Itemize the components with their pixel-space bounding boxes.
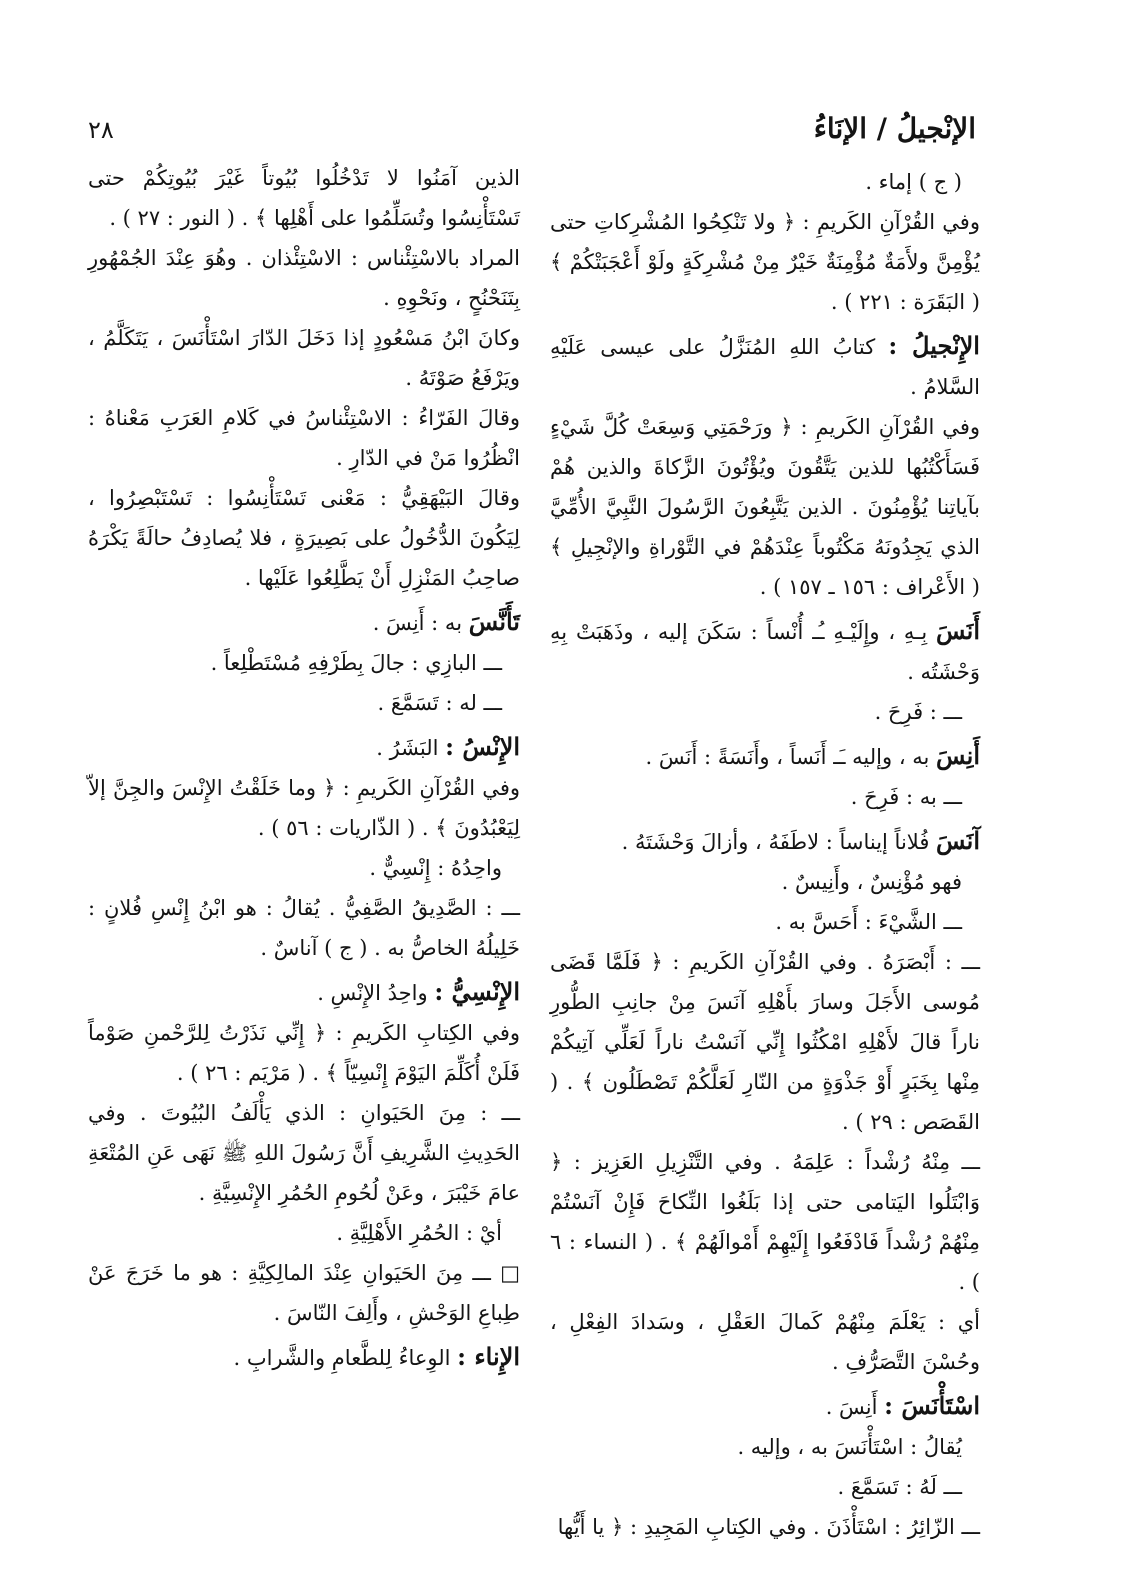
dictionary-entry: [550, 736, 980, 777]
definition-paragraph: ـــ : أَبْصَرَهُ . وفي القُرْآنِ الكَريمِ : ﴿ فَلَمَّا قَضَى مُوسى الأَجَلَ وسارَ بأَهْلِهِ آنَسَ مِنْ جانِبِ الطُّورِ ناراً قالَ لأَهْلِهِ امْكُثُوا إِنِّي آنَسْتُ ناراً لَعَلِّي آتِيكُمْ مِنْها بِخَبَرٍ أَوْ جَذْوَةٍ من النّارِ لَعَلَّكُمْ تَصْطَلُون ﴾ . ( القَصَص : ٢٩ ) .: [550, 950, 980, 1134]
entry-headword: الإِنْجيلُ :: [888, 331, 980, 360]
definition-paragraph: الذين آمَنُوا لا تَدْخُلُوا بُيُوتاً غَيْرَ بُيُوتِكُمْ حتى تَسْتَأْنِسُوا وتُسَلِّمُوا على أَهْلِها ﴾ . ( النور : ٢٧ ) .: [88, 166, 520, 230]
entry-definition: البَشَرُ .: [376, 736, 446, 760]
sub-definition: ـــ البازِي : جالَ بِطَرْفِهِ مُسْتَطْلِعاً .: [210, 651, 502, 675]
sub-definition: فهو مُؤْنِسٌ ، وأَنِيسٌ .: [781, 870, 962, 894]
sub-definition: ـــ لَهُ : تَسَمَّعَ .: [837, 1475, 962, 1499]
sub-definition: ـــ له : تَسَمَّعَ .: [377, 691, 502, 715]
entry-headword: اسْتَأْنَسَ :: [884, 1391, 980, 1420]
entry-headword: الإِناء :: [457, 1342, 520, 1371]
entry-headword: أَنَسَ: [936, 616, 980, 645]
sub-definition: ـــ : فَرِحَ .: [874, 700, 962, 724]
sub-definition: واحِدُهُ : إِنْسِيٌّ .: [369, 856, 502, 880]
entry-definition: بِـهِ ، وإِلَيْـهِ ـُـ أُنْساً : سَكَنَ إليه ، وذَهَبَتْ بِهِ وَحْشَتُه .: [550, 620, 980, 684]
definition-paragraph: وفي القُرْآنِ الكَريمِ : ﴿ ورَحْمَتِي وَسِعَتْ كُلَّ شَيْءٍ فَسَأَكْتُبُها للذين يَتَّقُونَ ويُؤْتُونَ الزَّكاةَ والذين هُمْ بآياتِنا يُؤْمِنُونَ . الذين يَتَّبِعُونَ الرَّسُولَ النَّبِيَّ الأُمِّيَّ الذي يَجِدُونَهُ مَكْتُوباً عِنْدَهُمْ في التَّوْراةِ والإنْجِيلِ ﴾ ( الأَعْراف : ١٥٦ ـ ١٥٧ ) .: [550, 415, 980, 599]
page-number: ٢٨: [88, 116, 114, 144]
dictionary-entry: [88, 1337, 520, 1378]
entry-definition: أَنِسَ .: [825, 1395, 885, 1419]
entry-headword: أَنِسَ: [936, 741, 980, 770]
definition-paragraph: أي : يَعْلَمَ مِنْهُمْ كَمالَ العَقْلِ ، وسَدادَ الفِعْلِ ، وحُسْنَ التَّصَرُّفِ .: [550, 1310, 980, 1374]
definition-paragraph: وقالَ البَيْهَقِيُّ : مَعْنى تَسْتَأْنِسُوا : تَسْتَبْصِرُوا ، لِيَكُونَ الدُّخُولُ على بَصِيرَةٍ ، فلا يُصادِفُ حالَةً يَكْرَهُ صاحِبُ المَنْزِلِ أَنْ يَطَّلِعُوا عَلَيْها .: [88, 486, 520, 590]
entry-definition: واحِدُ الإِنْسِ .: [317, 981, 435, 1005]
sub-definition: ـــ به : فَرِحَ .: [850, 785, 962, 809]
sub-definition: ( ج ) إماء .: [865, 170, 962, 194]
entry-headword: الإِنْسُ :: [445, 732, 520, 761]
entry-headword: الإِنْسِيُّ :: [434, 977, 520, 1006]
definition-paragraph: ـــ : مِنَ الحَيَوانِ : الذي يَأْلَفُ البُيُوتَ . وفي الحَدِيثِ الشَّرِيفِ أَنَّ رَسُولَ اللهِ ﷺ نَهَى عَنِ المُتْعَةِ عامَ خَيْبَرَ ، وعَنْ لُحُومِ الحُمُرِ الإِنْسِيَّةِ .: [88, 1101, 520, 1205]
definition-paragraph: وفي الكِتابِ الكَريمِ : ﴿ إِنِّي نَذَرْتُ لِلرَّحْمنِ صَوْماً فَلَنْ أُكَلِّمَ اليَوْمَ إِنْسِيّاً ﴾ . ( مَرْيَم : ٢٦ ) .: [88, 1021, 520, 1085]
running-head: الإنْجيلُ / الإنَاءُ: [813, 112, 976, 145]
sub-definition: ـــ الشَّيْءَ : أَحَسَّ به .: [775, 910, 962, 934]
entry-definition: به : أَنِسَ .: [372, 611, 469, 635]
entry-definition: فُلاناً إيناساً : لاطَفَهُ ، وأزالَ وَحْشَتَهُ .: [621, 830, 937, 854]
entry-headword: تَأَنَّسَ: [468, 607, 520, 636]
definition-paragraph: وفي القُرْآنِ الكَريمِ : ﴿ وما خَلَقْتُ الإِنْسَ والجِنَّ إلاّ لِيَعْبُدُونَ ﴾ . ( الذّاريات : ٥٦ ) .: [88, 776, 520, 840]
definition-paragraph: وكانَ ابْنُ مَسْعُودٍ إذا دَخَلَ الدّارَ اسْتَأْنَسَ ، يَتَكَلَّمُ ، ويَرْفَعُ صَوْتَهُ .: [88, 326, 520, 390]
definition-paragraph: □ ـــ مِنَ الحَيَوانِ عِنْدَ المالِكِيَّةِ : هو ما خَرَجَ عَنْ طِباعِ الوَحْشِ ، وأَلِفَ النّاسَ .: [88, 1261, 520, 1325]
dictionary-entry: [550, 1386, 980, 1427]
dictionary-entry: [88, 972, 520, 1013]
definition-paragraph: وقالَ الفَرّاءُ : الاسْتِئْناسُ في كَلامِ العَرَبِ مَعْناهُ : انْظُرُوا مَنْ في الدّارِ .: [88, 406, 520, 470]
sub-definition: يُقالُ : اسْتَأْنَسَ به ، وإليه .: [737, 1435, 962, 1459]
right-column: [550, 162, 980, 1547]
dictionary-entry: [88, 602, 520, 643]
dictionary-entry: [550, 611, 980, 692]
sub-definition: أيْ : الحُمُرِ الأَهْلِيَّةِ .: [336, 1221, 502, 1245]
definition-paragraph: ـــ : الصَّدِيقُ الصَّفِيُّ . يُقالُ : هو ابْنُ إِنْسِ فُلانٍ : خَلِيلُهُ الخاصُّ به . ( ج ) آناسٌ .: [88, 896, 520, 960]
entry-definition: كتابُ اللهِ المُنَزَّلُ على عيسى عَلَيْهِ السَّلامُ .: [550, 335, 980, 399]
dictionary-entry: [88, 727, 520, 768]
dictionary-entry: [550, 326, 980, 407]
entry-definition: الوِعاءُ لِلطَّعامِ والشَّرابِ .: [233, 1346, 458, 1370]
entry-headword: آنَسَ: [936, 826, 980, 855]
dictionary-entry: [550, 821, 980, 862]
definition-paragraph: ـــ مِنْهُ رُشْداً : عَلِمَهُ . وفي التَّنْزِيلِ العَزِيز : ﴿ وَابْتَلُوا اليَتامى حتى إذا بَلَغُوا النِّكاحَ فَإِنْ آنَسْتُمْ مِنْهُمْ رُشْداً فَادْفَعُوا إِلَيْهِمْ أَمْوالَهُمْ ﴾ . ( النساء : ٦ ) .: [550, 1150, 980, 1294]
definition-paragraph: وفي القُرْآنِ الكَريمِ : ﴿ ولا تَنْكِحُوا المُشْرِكاتِ حتى يُؤْمِنَّ ولأَمَةٌ مُؤْمِنَةٌ خَيْرٌ مِنْ مُشْرِكَةٍ ولَوْ أَعْجَبَتْكُمْ ﴾ ( البَقَرَة : ٢٢١ ) .: [550, 210, 980, 314]
definition-paragraph: ـــ الزّائِرُ : اسْتَأْذَنَ . وفي الكِتابِ المَجِيدِ : ﴿ يا أَيُّها: [557, 1515, 980, 1539]
page-header: [60, 112, 976, 152]
definition-paragraph: المراد بالاسْتِئْناس : الاسْتِئْذان . وهُوَ عِنْدَ الجُمْهُورِ بِتَنَحْنُحٍ ، ونَحْوِهِ .: [88, 246, 520, 310]
entry-definition: به ، وإليه ـَـ أَنَساً ، وأَنَسَةً : أَنَسَ .: [645, 745, 937, 769]
left-column: [88, 158, 520, 1378]
